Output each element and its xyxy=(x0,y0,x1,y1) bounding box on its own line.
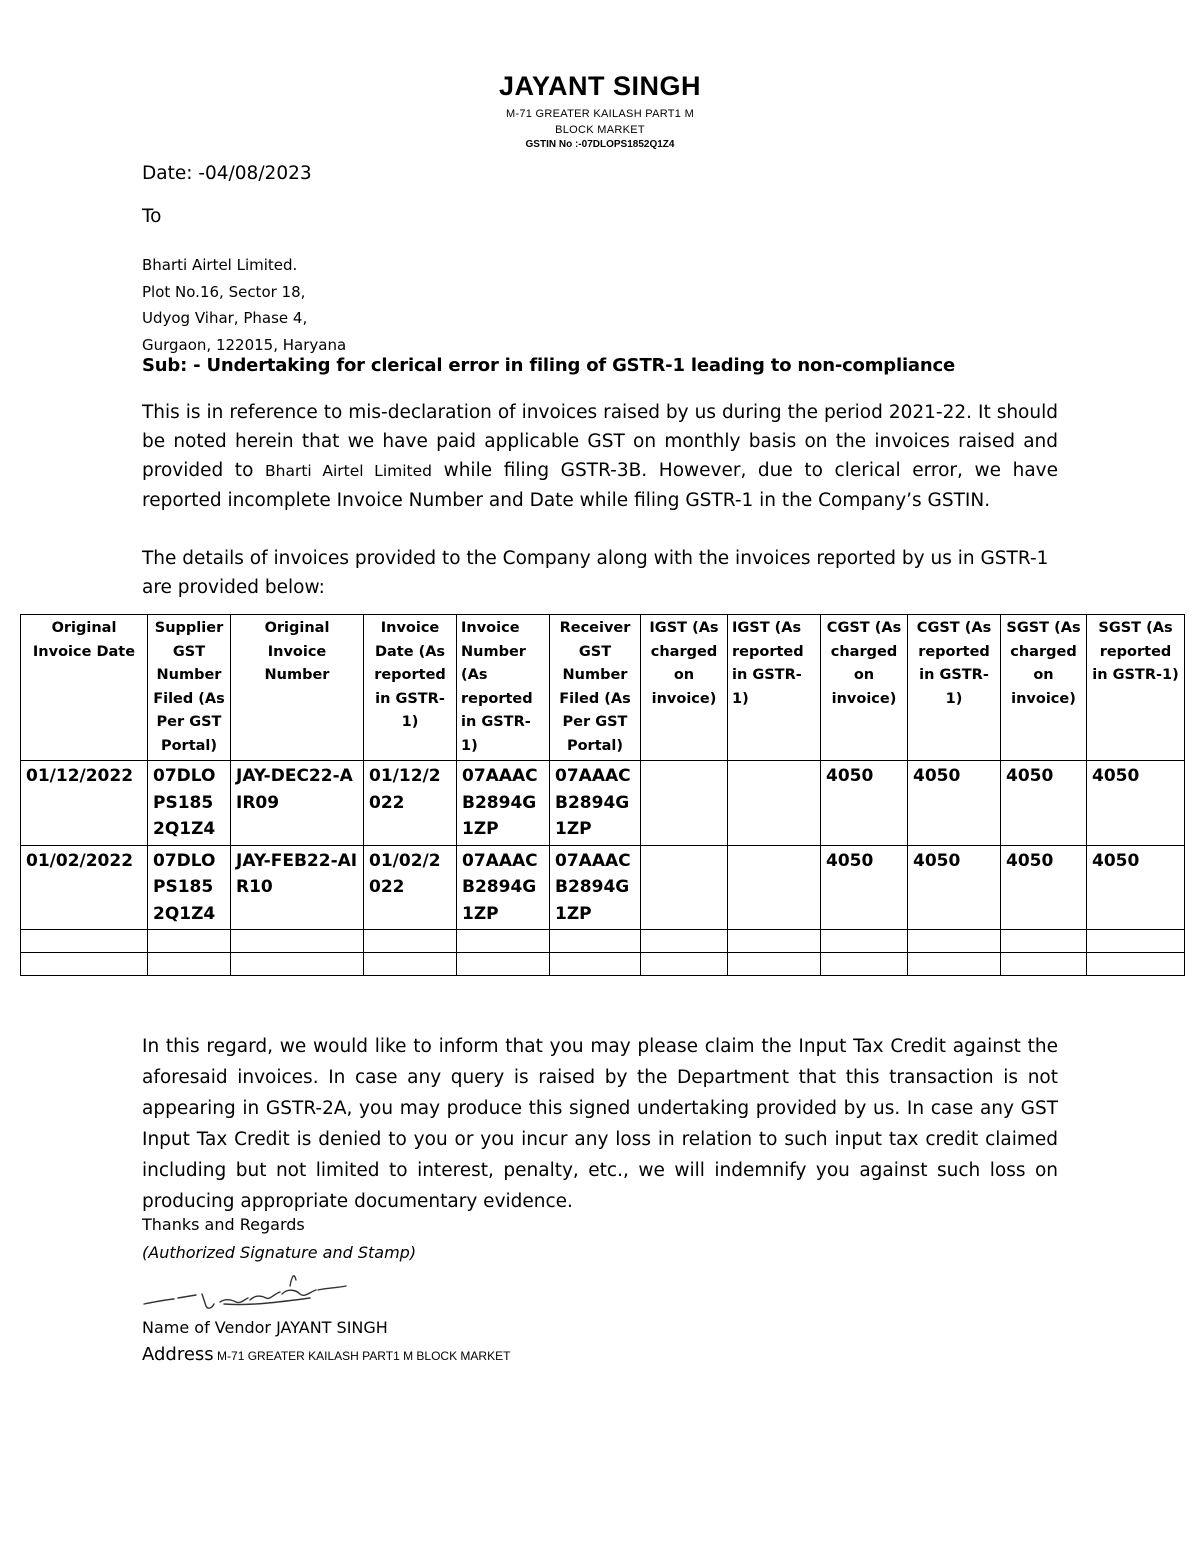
letterhead-gstin: GSTIN No :-07DLOPS1852Q1Z4 xyxy=(525,139,675,150)
column-header: Invoice Date (As reported in GSTR-1) xyxy=(364,615,457,761)
table-cell: 4050 xyxy=(821,761,908,846)
to-label: To xyxy=(142,206,162,227)
invoice-table xyxy=(20,614,1185,976)
vendor-address xyxy=(142,1344,510,1365)
address-value: M-71 GREATER KAILASH PART1 M BLOCK MARKET xyxy=(213,1349,511,1363)
recipient-address xyxy=(142,252,346,358)
table-cell: 01/02/2022 xyxy=(364,845,457,930)
table-cell: 01/12/2022 xyxy=(21,761,148,846)
table-cell: 4050 xyxy=(1087,761,1185,846)
table-cell: 07DLOPS1852Q1Z4 xyxy=(148,845,231,930)
table-cell: 01/02/2022 xyxy=(21,845,148,930)
subject-line: Sub: - Undertaking for clerical error in filing of GSTR-1 leading to non-compliance xyxy=(142,355,955,376)
table-cell: JAY-DEC22-AIR09 xyxy=(231,761,364,846)
table-row xyxy=(21,761,1185,846)
column-header: IGST (As charged on invoice) xyxy=(641,615,728,761)
table-cell: 4050 xyxy=(908,761,1001,846)
company-name: Bharti Airtel Limited xyxy=(264,462,432,480)
column-header: CGST (As charged on invoice) xyxy=(821,615,908,761)
table-cell: JAY-FEB22-AIR10 xyxy=(231,845,364,930)
empty-table-row xyxy=(21,930,1185,953)
column-header: IGST (As reported in GSTR-1) xyxy=(728,615,821,761)
table-cell: 4050 xyxy=(821,845,908,930)
column-header: Invoice Number (As reported in GSTR-1) xyxy=(457,615,550,761)
table-cell: 4050 xyxy=(1001,761,1087,846)
table-cell: 07AAACB2894G1ZP xyxy=(550,761,641,846)
table-row xyxy=(21,845,1185,930)
vendor-name: Name of Vendor JAYANT SINGH xyxy=(142,1318,388,1337)
letter-date: Date: -04/08/2023 xyxy=(142,163,312,184)
table-header-row xyxy=(21,615,1185,761)
recipient-line: Plot No.16, Sector 18, xyxy=(142,282,306,301)
empty-table-row xyxy=(21,953,1185,976)
table-cell: 01/12/2022 xyxy=(364,761,457,846)
paragraph-text: while filing GSTR-3B. However, due to clerical error, we have reported incomplete Invoice Number and Date while filing GSTR-1 in the Company’s GSTIN. xyxy=(142,460,1058,511)
recipient-line: Bharti Airtel Limited. xyxy=(142,256,298,274)
table-cell: 4050 xyxy=(1001,845,1087,930)
table-cell: 07AAACB2894G1ZP xyxy=(457,761,550,846)
column-header: Original Invoice Number xyxy=(231,615,364,761)
column-header: Supplier GST Number Filed (As Per GST Portal) xyxy=(148,615,231,761)
table-cell xyxy=(728,845,821,930)
column-header: CGST (As reported in GSTR-1) xyxy=(908,615,1001,761)
closing-thanks: Thanks and Regards xyxy=(142,1215,305,1234)
table-cell: 07AAACB2894G1ZP xyxy=(550,845,641,930)
paragraph-indemnity: In this regard, we would like to inform that you may please claim the Input Tax Credit against the aforesaid invoices. In case any query is raised by the Department that this transaction is not appearing in GSTR-2A, you may produce this signed undertaking provided by us. In case any GST Input Tax Credit is denied to you or you incur any loss in relation to such input tax credit claimed including but not limited to interest, penalty, etc., we will indemnify you against such loss on producing appropriate documentary evidence. xyxy=(142,1036,1058,1212)
paragraph-details: The details of invoices provided to the Company along with the invoices reported by us in GSTR-1 are provided below: xyxy=(142,548,1049,598)
table-cell xyxy=(641,845,728,930)
column-header: SGST (As charged on invoice) xyxy=(1001,615,1087,761)
address-label: Address xyxy=(142,1344,214,1365)
letterhead xyxy=(0,70,1200,152)
table-cell xyxy=(728,761,821,846)
table-cell: 4050 xyxy=(1087,845,1185,930)
handwritten-signature xyxy=(140,1264,360,1325)
column-header: SGST (As reported in GSTR-1) xyxy=(1087,615,1185,761)
recipient-line: Udyog Vihar, Phase 4, xyxy=(142,309,308,327)
recipient-line: Gurgaon, 122015, Haryana xyxy=(142,335,347,354)
table-cell: 07AAACB2894G1ZP xyxy=(457,845,550,930)
paragraph-text: This is in reference to mis-declaration of invoices raised by us during the period 2021-22. It should be noted herein that we have paid applicable GST on monthly basis on the invoices raised and provided to xyxy=(142,402,1058,481)
letterhead-address-line1: M-71 GREATER KAILASH PART1 M xyxy=(505,108,695,120)
column-header: Receiver GST Number Filed (As Per GST Portal) xyxy=(550,615,641,761)
signature-note: (Authorized Signature and Stamp) xyxy=(142,1243,417,1262)
letterhead-address-line2: BLOCK MARKET xyxy=(555,124,645,136)
table-cell: 4050 xyxy=(908,845,1001,930)
table-cell: 07DLOPS1852Q1Z4 xyxy=(148,761,231,846)
paragraph-reference xyxy=(142,398,1058,515)
vendor-title: JAYANT SINGH xyxy=(498,71,702,101)
table-cell xyxy=(641,761,728,846)
column-header: Original Invoice Date xyxy=(21,615,148,761)
